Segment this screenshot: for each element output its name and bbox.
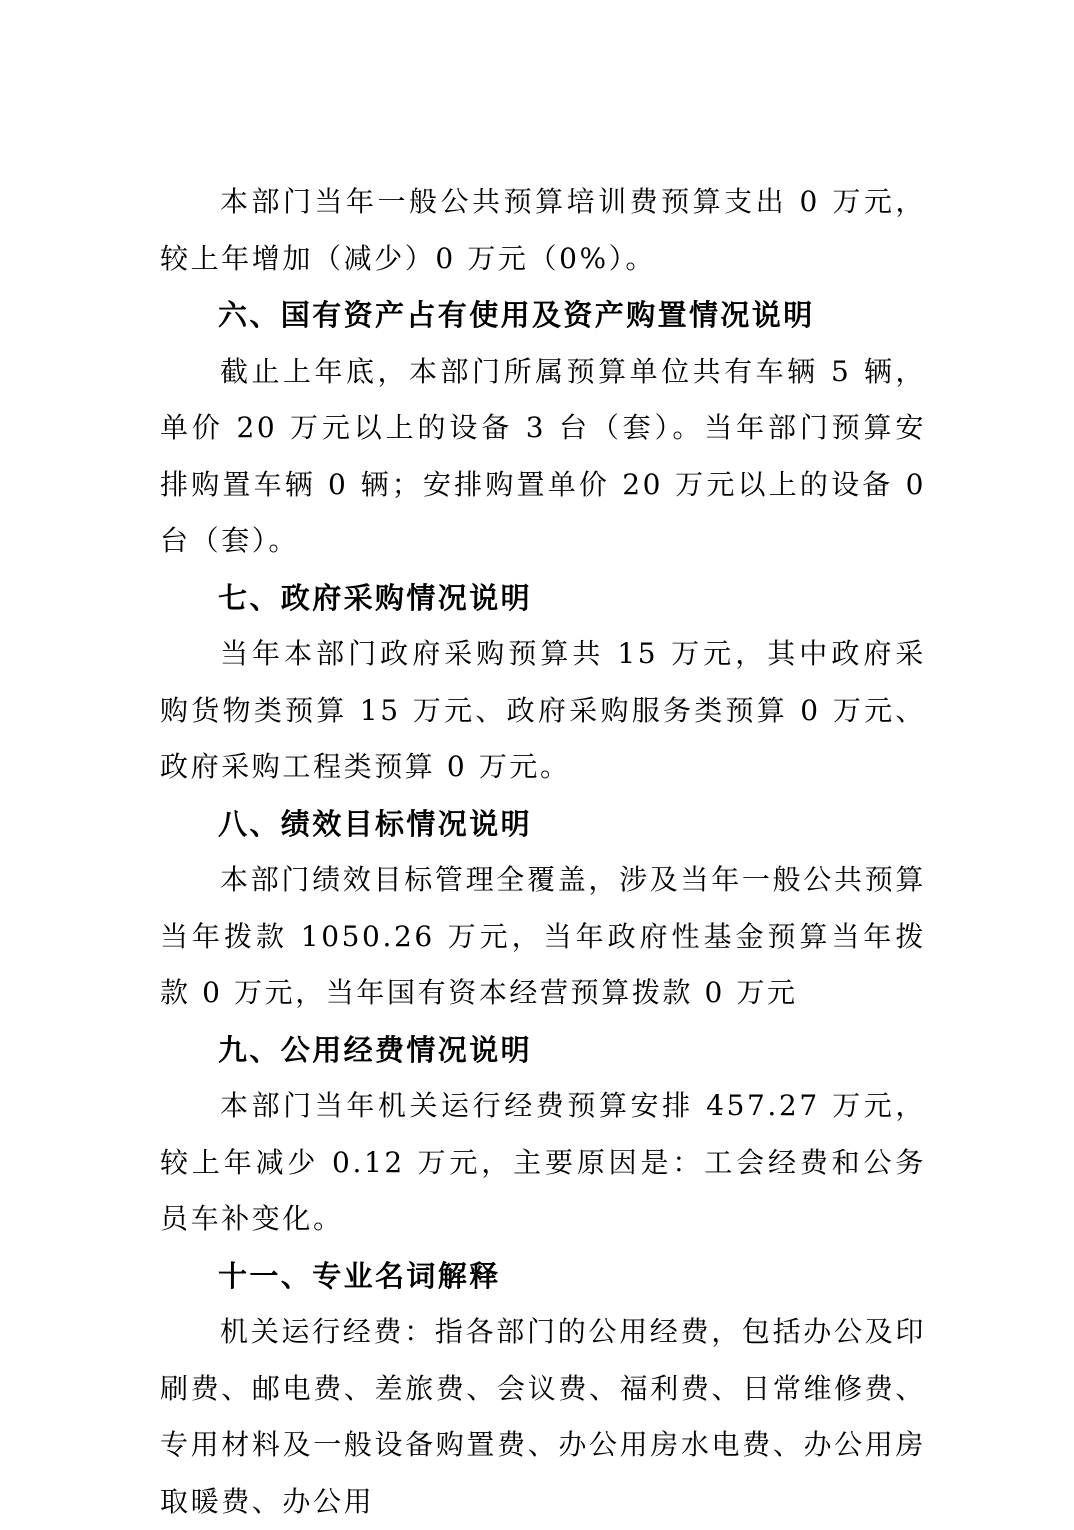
- state-assets-paragraph: 截止上年底，本部门所属预算单位共有车辆 5 辆，单价 20 万元以上的设备 3 台（套）。当年部门预算安排购置车辆 0 辆；安排购置单价 20 万元以上的设备 0 台（套）。: [160, 354, 926, 557]
- government-procurement-paragraph: 当年本部门政府采购预算共 15 万元，其中政府采购货物类预算 15 万元、政府采购服务类预算 0 万元、政府采购工程类预算 0 万元。: [160, 637, 926, 783]
- section-heading-glossary: 十一、专业名词解释: [218, 1258, 501, 1293]
- section-heading-public-funds: 九、公用经费情况说明: [218, 1032, 533, 1067]
- section-heading-performance-targets: 八、绩效目标情况说明: [218, 806, 533, 841]
- training-fee-paragraph: 本部门当年一般公共预算培训费预算支出 0 万元，较上年增加（减少）0 万元（0%）。: [160, 185, 926, 275]
- section-heading-government-procurement: 七、政府采购情况说明: [218, 580, 533, 615]
- glossary-paragraph: 机关运行经费：指各部门的公用经费，包括办公及印刷费、邮电费、差旅费、会议费、福利费、日常维修费、专用材料及一般设备购置费、办公用房水电费、办公用房取暖费、办公用: [160, 1315, 926, 1518]
- public-funds-paragraph: 本部门当年机关运行经费预算安排 457.27 万元，较上年减少 0.12 万元，主要原因是：工会经费和公务员车补变化。: [160, 1089, 926, 1235]
- section-heading-state-assets: 六、国有资产占有使用及资产购置情况说明: [218, 298, 815, 332]
- document-body: [160, 174, 926, 1530]
- performance-targets-paragraph: 本部门绩效目标管理全覆盖，涉及当年一般公共预算当年拨款 1050.26 万元，当年政府性基金预算当年拨款 0 万元，当年国有资本经营预算拨款 0 万元: [160, 863, 926, 1009]
